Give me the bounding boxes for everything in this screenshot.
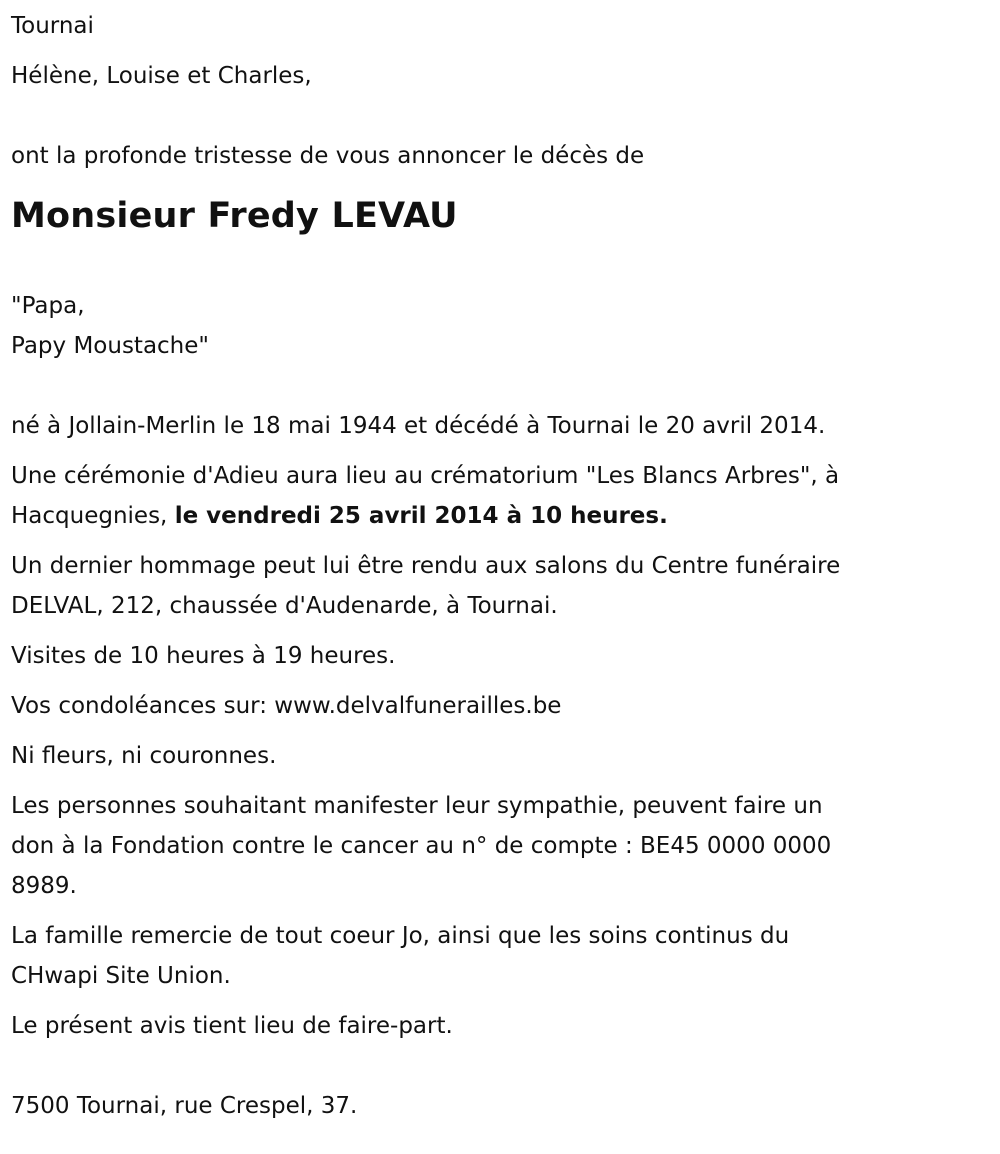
spacer <box>11 246 986 286</box>
donation-line-3: 8989. <box>11 873 77 899</box>
spacer <box>11 366 986 406</box>
donation-info <box>11 786 986 906</box>
thanks-info <box>11 916 986 996</box>
ceremony-line-2 <box>11 496 986 536</box>
ceremony-line-1: Une cérémonie d'Adieu aura lieu au crématorium "Les Blancs Arbres", à <box>11 463 840 489</box>
notice-statement: Le présent avis tient lieu de faire-part. <box>11 1013 453 1039</box>
donation-line-1: Les personnes souhaitant manifester leur sympathie, peuvent faire un <box>11 793 823 819</box>
obituary-notice <box>11 6 986 1126</box>
spacer <box>11 1046 986 1086</box>
homage-line-1: Un dernier hommage peut lui être rendu aux salons du Centre funéraire <box>11 553 841 579</box>
nickname-line-2: Papy Moustache" <box>11 333 209 359</box>
visits-info: Visites de 10 heures à 19 heures. <box>11 643 396 669</box>
announcement-text: ont la profonde tristesse de vous annoncer le décès de <box>11 143 645 169</box>
thanks-line-2: CHwapi Site Union. <box>11 963 231 989</box>
ceremony-place: Hacquegnies, <box>11 503 175 529</box>
city-heading: Tournai <box>11 13 94 39</box>
nickname-line-1: "Papa, <box>11 293 85 319</box>
ceremony-date-time: le vendredi 25 avril 2014 à 10 heures. <box>174 503 668 529</box>
thanks-line-1: La famille remercie de tout coeur Jo, ainsi que les soins continus du <box>11 923 790 949</box>
family-names: Hélène, Louise et Charles, <box>11 63 312 89</box>
birth-death-info: né à Jollain-Merlin le 18 mai 1944 et décédé à Tournai le 20 avril 2014. <box>11 413 826 439</box>
no-flowers-info: Ni fleurs, ni couronnes. <box>11 743 277 769</box>
condolences-info: Vos condoléances sur: www.delvalfunerailles.be <box>11 693 562 719</box>
homage-info <box>11 546 986 626</box>
ceremony-info <box>11 456 986 536</box>
homage-line-2: DELVAL, 212, chaussée d'Audenarde, à Tournai. <box>11 593 558 619</box>
spacer <box>11 96 986 136</box>
donation-line-2: don à la Fondation contre le cancer au n° de compte : BE45 0000 0000 <box>11 833 832 859</box>
deceased-name: Monsieur Fredy LEVAU <box>11 196 458 236</box>
family-address: 7500 Tournai, rue Crespel, 37. <box>11 1093 358 1119</box>
